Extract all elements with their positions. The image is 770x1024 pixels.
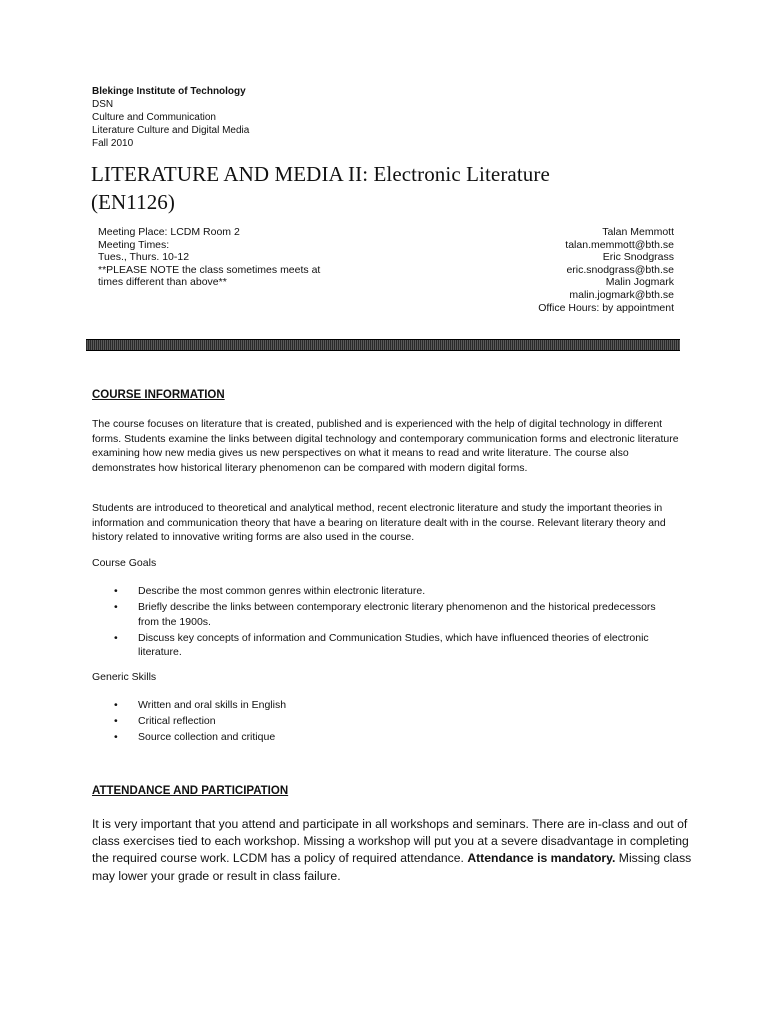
list-item: • Critical reflection bbox=[114, 715, 216, 728]
institute-name: Blekinge Institute of Technology bbox=[92, 86, 246, 97]
header-line-term: Fall 2010 bbox=[92, 138, 134, 149]
course-goals-label: Course Goals bbox=[92, 557, 157, 569]
course-title-line1: LITERATURE AND MEDIA II: Electronic Literature bbox=[91, 162, 550, 186]
list-item: • Briefly describe the links between contemporary electronic literary phenomenon and the historical predecessors from the 1900s. bbox=[114, 601, 656, 628]
course-information-heading: COURSE INFORMATION bbox=[92, 389, 225, 401]
header-block bbox=[92, 85, 249, 150]
meeting-note-line1: **PLEASE NOTE the class sometimes meets at bbox=[98, 263, 321, 276]
attendance-tail: Missing class may lower your grade or result in class failure. bbox=[92, 851, 692, 883]
meeting-times-label: Meeting Times: bbox=[98, 238, 170, 251]
bullet-icon: • bbox=[114, 601, 118, 614]
meeting-times: Tues., Thurs. 10-12 bbox=[98, 251, 190, 264]
course-info-paragraph-1: The course focuses on literature that is created, published and is experienced with the help of digital technology in different forms. Students examine the links between digital technology and contemporary communication forms and electronic literature examining how new media gives us new perspectives on what it means to read and write literature. The course also demonstrates how historical literary phenomenon can be compared with modern digital forms. bbox=[92, 418, 679, 474]
instructor-email-2: eric.snodgrass@bth.se bbox=[566, 263, 674, 276]
course-info-paragraph-2: Students are introduced to theoretical and analytical method, recent electronic literature and study the important theories in information and communication theory that have a bearing on literature dealt with in the course. Relevant literary theory and history related to innovative writing forms are also used in the course. bbox=[92, 502, 666, 544]
instructor-info bbox=[538, 226, 674, 314]
office-hours: Office Hours: by appointment bbox=[538, 301, 674, 314]
instructor-email-3: malin.jogmark@bth.se bbox=[569, 288, 674, 301]
header-line-program: Literature Culture and Digital Media bbox=[92, 125, 250, 136]
list-item: • Written and oral skills in English bbox=[114, 699, 287, 711]
bullet-icon: • bbox=[114, 731, 118, 744]
instructor-name-2: Eric Snodgrass bbox=[602, 251, 674, 264]
course-code: (EN1126) bbox=[91, 190, 176, 214]
instructor-email-1: talan.memmott@bth.se bbox=[565, 238, 674, 251]
section-divider bbox=[86, 339, 680, 351]
meeting-note-line2: times different than above** bbox=[98, 276, 227, 289]
bullet-icon: • bbox=[114, 699, 118, 711]
list-item: • Source collection and critique bbox=[114, 731, 276, 744]
generic-skills-label: Generic Skills bbox=[92, 671, 157, 683]
attendance-mandatory: Attendance is mandatory. bbox=[467, 851, 616, 866]
list-item: • Discuss key concepts of information and Communication Studies, which have influenced theories of electronic literature. bbox=[114, 631, 649, 659]
bullet-icon: • bbox=[114, 715, 118, 728]
course-goals-list bbox=[112, 584, 672, 661]
bullet-icon: • bbox=[114, 585, 118, 597]
header-line-dsn: DSN bbox=[92, 99, 114, 110]
instructor-name-3: Malin Jogmark bbox=[605, 276, 674, 289]
meeting-place: Meeting Place: LCDM Room 2 bbox=[98, 226, 240, 238]
bullet-icon: • bbox=[114, 631, 118, 644]
list-item: • Describe the most common genres within electronic literature. bbox=[114, 585, 426, 597]
header-line-department: Culture and Communication bbox=[92, 112, 216, 123]
meeting-info bbox=[98, 226, 320, 289]
instructor-name-1: Talan Memmott bbox=[602, 226, 674, 238]
course-title bbox=[91, 160, 711, 216]
generic-skills-list bbox=[112, 698, 672, 746]
attendance-paragraph bbox=[92, 816, 692, 885]
attendance-heading: ATTENDANCE AND PARTICIPATION bbox=[92, 785, 289, 797]
attendance-text: It is very important that you attend and participate in all workshops and seminars. There are in-class and out of class exercises tied to each workshop. Missing a workshop will put you at a severe disadvantage in completing the required course work. LCDM has a policy of required attendance. bbox=[92, 817, 689, 866]
